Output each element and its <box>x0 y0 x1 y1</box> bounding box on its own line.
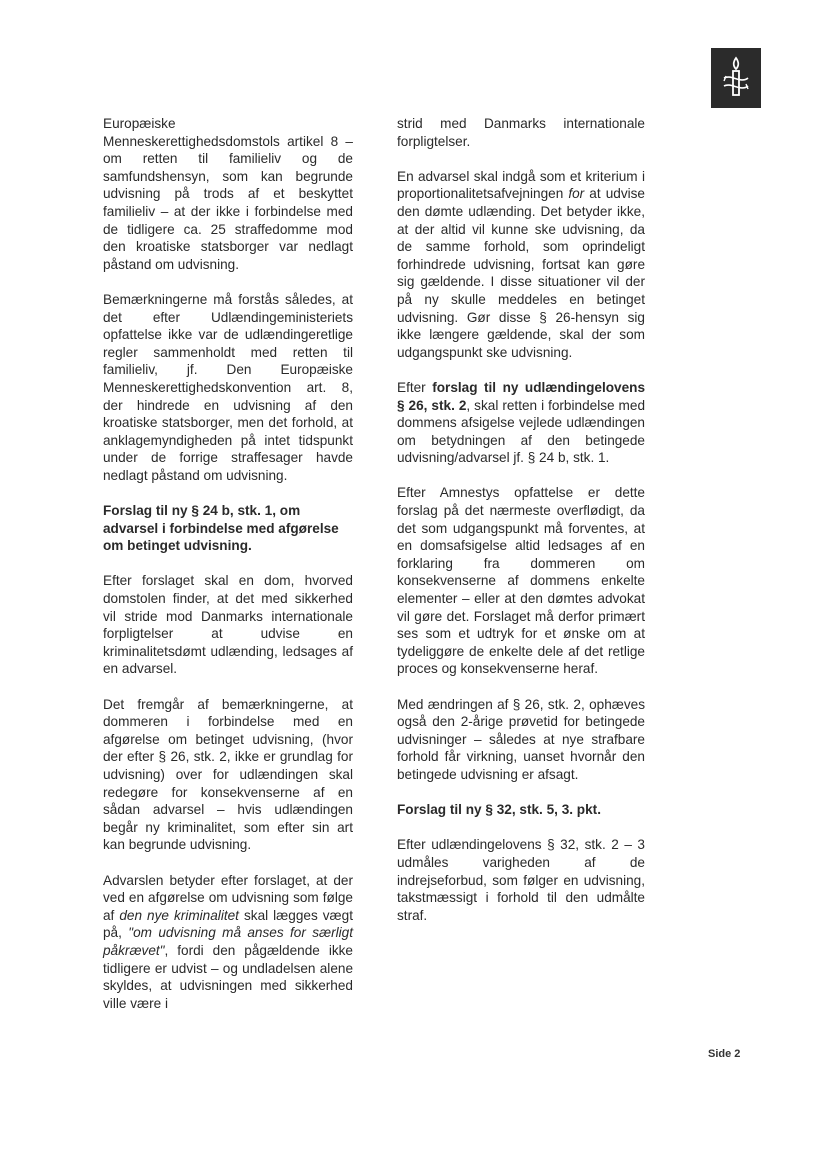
paragraph: Bemærkningerne må forstås således, at det efter Udlændingeministeriets opfattelse ikke var de udlændingeretlige regler sammenholdt med retten til familieliv, jf. Den Europæiske Menneskerettighedskonvention art. 8, der hindrede en udvisning af den kroatiske statsborger, men det forhold, at anklagemyndigheden på intet tidspunkt under de forrige straffesager havde nedlagt påstand om udvisning. <box>103 291 353 483</box>
paragraph: Europæiske Menneskerettighedsdomstols artikel 8 – om retten til familieliv og de samfundshensyn, som kan begrunde udvisning på trods af et beskyttet familieliv – at der ikke i forbindelse med de tidligere ca. 25 straffedomme mod den kroatiske statsborger var nedlagt påstand om udvisning. <box>103 116 353 272</box>
amnesty-logo <box>711 48 761 108</box>
text-run: , fordi den pågældende ikke tidligere er udvist – og undladelsen alene skyldes, at udvisningen med sikkerhed ville være i <box>103 942 353 1011</box>
paragraph: Det fremgår af bemærkningerne, at dommeren i forbindelse med en afgørelse om betinget udvisning, (hvor der efter § 26, stk. 2, ikke er grundlag for udvisning) over for udlændingen skal redegøre for konsekvenserne af en sådan advarsel – hvis udlændingen begår ny kriminalitet, som efter sin art kan begrunde udvisning. <box>103 696 353 853</box>
text-run: Advarslen betyder efter forslaget, at der ved en afgørelse om udvisning som følge af <box>103 872 353 923</box>
emphasis-text: for <box>568 186 585 202</box>
paragraph: strid med Danmarks internationale forpligtelser. <box>397 116 645 149</box>
paragraph: Med ændringen af § 26, stk. 2, ophæves også den 2-årige prøvetid for betingede udvisninger – således at nye strafbare forhold får virkning, uanset hvornår den betingede udvisning er afsagt. <box>397 696 645 782</box>
paragraph <box>397 379 645 467</box>
text-run: at udvise den dømte udlænding. Det betyder ikke, at der altid vil kunne ske udvisning, da de samme forhold, som oprindeligt forhindrede udvisning, fortsat kan gøre sig gældende. I disse situationer vil der på ny skulle meddeles en betinget udvisning. Gør disse § 26-hensyn sig ikke længere gældende, skal der som udgangspunkt ske udvisning. <box>397 186 645 360</box>
paragraph: Efter forslaget skal en dom, hvorved domstolen finder, at det med sikkerhed vil stride mod Danmarks internationale forpligtelser at udvise en kriminalitetsdømt udlænding, ledsages af en advarsel. <box>103 573 353 677</box>
section-heading: Forslag til ny § 24 b, stk. 1, om advarsel i forbindelse med afgørelse om betinget udvisning. <box>103 503 339 554</box>
paragraph: Efter udlændingelovens § 32, stk. 2 – 3 udmåles varigheden af de indrejseforbud, som følger en udvisning, takstmæssigt i forhold til den udmålte straf. <box>397 837 645 923</box>
text-run: skal lægges vægt på, <box>103 907 353 941</box>
emphasis-text: "om udvisning må anses for særligt påkrævet" <box>103 925 353 958</box>
left-column <box>103 115 353 1030</box>
emphasis-text: den nye kriminalitet <box>119 907 239 923</box>
page-number: Side 2 <box>708 1048 741 1060</box>
bold-text: forslag til ny udlændingelovens § 26, stk. 2 <box>397 379 646 413</box>
paragraph: Efter Amnestys opfattelse er dette forslag på det nærmeste overflødigt, da det som udgangspunkt må forventes, at en domsafsigelse altid ledsages af en forklaring fra dommeren om konsekvenserne af dommens enkelte elementer – eller at den dømtes advokat vil gøre det. Forslaget må derfor primært ses som et udtryk for et ønske om at tydeliggøre de enkelte dele af det retlige proces og konsekvenserne heraf. <box>397 485 645 677</box>
paragraph <box>397 168 645 362</box>
text-run: En advarsel skal indgå som et kriterium i proportionalitetsafvejningen <box>397 168 645 202</box>
candle-in-barbed-wire-icon <box>711 48 761 108</box>
text-run: , skal retten i forbindelse med dommens afsigelse vejlede udlændingen om betydningen af den betingede udvisning/advarsel jf. § 24 b, stk. 1. <box>397 397 646 466</box>
section-heading: Forslag til ny § 32, stk. 5, 3. pkt. <box>397 802 601 818</box>
right-column <box>397 115 645 942</box>
paragraph <box>103 872 353 1013</box>
text-run: Efter <box>397 379 433 395</box>
